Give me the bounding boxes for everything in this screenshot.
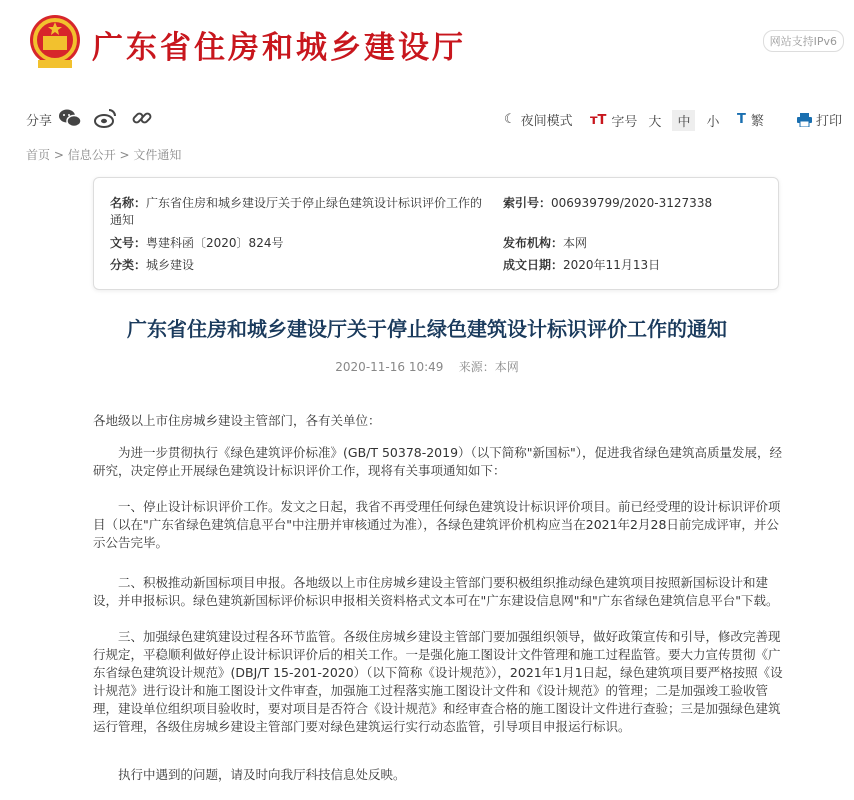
font-size-small[interactable]: 小 [706, 115, 720, 130]
breadcrumb-home[interactable]: 首页 [26, 148, 51, 162]
article-source: 来源：本网 [458, 360, 519, 374]
article-byline [0, 358, 854, 375]
article-paragraph-2: 一、停止设计标识评价工作。发文之日起，我省不再受理任何绿色建筑设计标识评价项目。前已经受理的设计标识评价项目（以在"广东省绿色建筑信息平台"中注册并审核通过为准），各绿色建筑评价机构应当在2021年2月28日前完成评审，并公示公告完毕。 [93, 499, 781, 550]
meta-category-value: 城乡建设 [146, 258, 195, 272]
traditional-chinese-button[interactable] [737, 110, 764, 129]
night-mode-button[interactable] [504, 110, 573, 129]
site-title[interactable]: 广东省住房和城乡建设厅 [92, 30, 466, 66]
meta-publisher-label: 发布机构： [503, 236, 564, 250]
printer-icon [797, 113, 812, 127]
meta-docno-label: 文号： [110, 236, 147, 250]
article-paragraph-5: 执行中遇到的问题，请及时向我厅科技信息处反映。 [118, 767, 406, 782]
ipv6-badge: 网站支持IPv6 [763, 30, 844, 52]
meta-date [503, 257, 660, 274]
national-emblem-icon[interactable] [28, 14, 82, 70]
article-paragraph-4: 三、加强绿色建筑建设过程各环节监管。各级住房城乡建设主管部门要加强组织领导，做好政策宣传和引导，修改完善现行规定，平稳顺利做好停止设计标识评价后的相关工作。一是强化施工图设计文件管理和施工过程监管。要大力宣传贯彻《广东省绿色建筑设计规范》(DBJ/T 15-201-2020）（以下简称《设计规范》），2021年1月1日起，绿色建筑项目要严格按照《设计规范》进行设计和施工图设计文件审查，加强施工过程落实施工图设计文件和《设计规范》的管理；二是加强竣工验收管理，建设单位组织项目验收时，要对项目是否符合《设计规范》和经审查合格的施工图设计文件进行查验；三是加强绿色建筑运行管理，各级住房城乡建设主管部门要对绿色建筑运行实行动态监管，引导项目申报运行标识。 [93, 629, 783, 734]
moon-icon: ☾ [504, 112, 516, 127]
breadcrumb-separator: > [115, 148, 134, 162]
meta-category-label: 分类： [110, 258, 147, 272]
meta-publisher-value: 本网 [563, 236, 588, 250]
meta-date-value: 2020年11月13日 [563, 258, 661, 272]
breadcrumb-separator: > [50, 148, 68, 162]
meta-index [503, 195, 712, 212]
meta-index-value: 006939799/2020-3127338 [551, 196, 713, 210]
breadcrumb-file-notice[interactable]: 文件通知 [133, 148, 182, 162]
font-size-control [590, 110, 724, 131]
article-title: 广东省住房和城乡建设厅关于停止绿色建筑设计标识评价工作的通知 [127, 317, 727, 341]
meta-index-label: 索引号： [503, 196, 552, 210]
article-paragraph-1: 为进一步贯彻执行《绿色建筑评价标准》(GB/T 50378-2019）（以下简称"新国标"），促进我省绿色建筑高质量发展，经研究，决定停止开展绿色建筑设计标识评价工作，现将有关事项通知如下： [93, 445, 783, 478]
wechat-icon[interactable] [58, 106, 82, 130]
night-mode-label: 夜间模式 [520, 114, 573, 129]
meta-date-label: 成文日期： [503, 258, 564, 272]
meta-name-value: 广东省住房和城乡建设厅关于停止绿色建筑设计标识评价工作的通知 [110, 196, 483, 227]
document-metadata-box [93, 177, 779, 290]
meta-publisher [503, 235, 587, 252]
article-datetime: 2020-11-16 10:49 [335, 360, 444, 374]
print-label: 打印 [816, 114, 843, 129]
meta-category [110, 257, 194, 274]
site-header [0, 0, 854, 90]
article-toolbar [0, 100, 854, 136]
traditional-label: 繁 [750, 114, 764, 129]
article-paragraph-3: 二、积极推动新国标项目申报。各地级以上市住房城乡建设主管部门要积极组织推动绿色建筑项目按照新国标设计和建设，并申报标识。绿色建筑新国标评价标识申报相关资料格式文本可在"广东建设信息网"和"广东省绿色建筑信息平台"下载。 [93, 575, 779, 608]
meta-docno [110, 235, 283, 252]
traditional-icon: T [737, 112, 746, 127]
article-salutation: 各地级以上市住房城乡建设主管部门，各有关单位： [93, 413, 381, 428]
print-button[interactable] [797, 110, 842, 129]
font-size-large[interactable]: 大 [648, 115, 662, 130]
meta-name-label: 名称： [110, 196, 147, 210]
font-size-medium[interactable]: 中 [672, 110, 695, 131]
link-icon[interactable] [130, 106, 154, 130]
share-label: 分享 [26, 114, 53, 129]
font-size-label: 字号 [611, 115, 638, 130]
meta-docno-value: 粤建科函〔2020〕824号 [146, 236, 284, 250]
breadcrumb-info-public[interactable]: 信息公开 [67, 148, 116, 162]
weibo-icon[interactable] [94, 106, 118, 130]
font-size-icon: тT [590, 113, 607, 128]
meta-name [110, 195, 488, 229]
breadcrumb [26, 146, 181, 163]
